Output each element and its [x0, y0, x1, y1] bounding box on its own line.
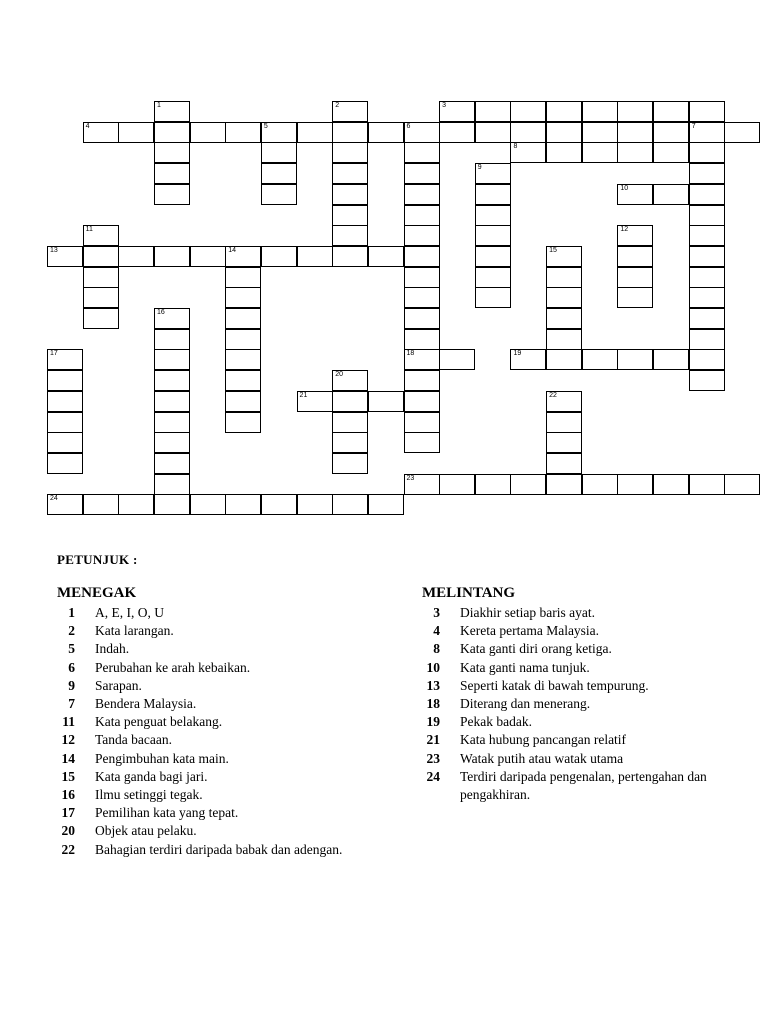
clue-number: 17: [61, 805, 75, 821]
grid-cell[interactable]: [475, 474, 511, 495]
grid-cell[interactable]: [225, 308, 261, 329]
grid-cell[interactable]: [47, 494, 83, 515]
grid-cell[interactable]: [617, 349, 653, 370]
grid-cell[interactable]: [689, 370, 725, 391]
grid-cell[interactable]: [261, 494, 297, 515]
grid-cell[interactable]: [510, 142, 546, 163]
clue-text: Kata hubung pancangan relatif: [460, 732, 627, 748]
grid-cell[interactable]: [653, 122, 689, 143]
grid-cell[interactable]: [724, 122, 760, 143]
grid-cell[interactable]: [332, 412, 368, 433]
clue-number-label: 11: [85, 226, 93, 234]
grid-cell[interactable]: [190, 122, 226, 143]
grid-cell[interactable]: [118, 246, 154, 267]
grid-cell[interactable]: [261, 184, 297, 205]
clue-item: [55, 604, 355, 622]
grid-cell[interactable]: [83, 246, 119, 267]
grid-cell[interactable]: [404, 142, 440, 163]
clue-text: Indah.: [95, 641, 130, 657]
clue-number: 6: [68, 659, 75, 675]
grid-cell[interactable]: [225, 287, 261, 308]
grid-cell[interactable]: [332, 205, 368, 226]
grid-cell[interactable]: [689, 349, 725, 370]
grid-cell[interactable]: [510, 474, 546, 495]
grid-cell[interactable]: [154, 432, 190, 453]
clue-item: [420, 695, 760, 713]
clue-number-label: 15: [549, 246, 557, 254]
clue-number: 18: [426, 696, 440, 712]
grid-cell[interactable]: [546, 474, 582, 495]
clue-item: [55, 731, 355, 749]
grid-cell[interactable]: [83, 494, 119, 515]
grid-cell[interactable]: [653, 349, 689, 370]
grid-cell[interactable]: [475, 205, 511, 226]
grid-cell[interactable]: [154, 391, 190, 412]
grid-cell[interactable]: [47, 370, 83, 391]
grid-cell[interactable]: [475, 246, 511, 267]
clue-number-label: 5: [263, 122, 268, 130]
grid-cell[interactable]: [225, 122, 261, 143]
grid-cell[interactable]: [617, 267, 653, 288]
clue-text: Watak putih atau watak utama: [460, 750, 624, 766]
grid-cell[interactable]: [546, 122, 582, 143]
grid-cell[interactable]: [404, 308, 440, 329]
clue-text: Terdiri daripada pengenalan, pertengahan dan pengakhiran.: [460, 768, 707, 803]
clue-text: Pengimbuhan kata main.: [95, 750, 229, 766]
grid-cell[interactable]: [332, 184, 368, 205]
grid-cell[interactable]: [118, 122, 154, 143]
grid-cell[interactable]: [83, 287, 119, 308]
grid-cell[interactable]: [225, 391, 261, 412]
section-title: PETUNJUK :: [57, 552, 138, 567]
clue-text: Bahagian terdiri daripada babak dan adengan.: [95, 841, 343, 857]
clue-number-label: 8: [513, 143, 518, 151]
grid-cell[interactable]: [261, 163, 297, 184]
grid-cell[interactable]: [404, 391, 440, 412]
clue-number: 11: [62, 714, 75, 730]
grid-cell[interactable]: [404, 267, 440, 288]
grid-cell[interactable]: [190, 494, 226, 515]
grid-cell[interactable]: [439, 101, 475, 122]
grid-cell[interactable]: [332, 370, 368, 391]
clue-text: Kata larangan.: [95, 623, 174, 639]
clue-item: [55, 659, 355, 677]
grid-cell[interactable]: [225, 246, 261, 267]
grid-cell[interactable]: [689, 184, 725, 205]
clue-number: 15: [61, 768, 75, 784]
grid-cell[interactable]: [332, 225, 368, 246]
clue-item: [55, 804, 355, 822]
grid-cell[interactable]: [475, 225, 511, 246]
grid-cell[interactable]: [83, 225, 119, 246]
clue-number: 12: [61, 732, 75, 748]
grid-cell[interactable]: [47, 432, 83, 453]
grid-cell[interactable]: [617, 122, 653, 143]
grid-cell[interactable]: [475, 122, 511, 143]
grid-cell[interactable]: [546, 349, 582, 370]
grid-cell[interactable]: [404, 412, 440, 433]
grid-cell[interactable]: [47, 391, 83, 412]
grid-cell[interactable]: [83, 122, 119, 143]
grid-cell[interactable]: [297, 391, 333, 412]
clue-text: Kata ganti nama tunjuk.: [460, 659, 590, 675]
clue-number: 8: [433, 641, 440, 657]
melintang-heading: MELINTANG: [422, 585, 516, 601]
clue-item: [420, 713, 760, 731]
clue-number-label: 17: [50, 350, 58, 358]
clue-text: Kata ganda bagi jari.: [95, 768, 208, 784]
clue-number-label: 23: [406, 474, 415, 482]
clue-number: 2: [68, 623, 75, 639]
clue-number-label: 10: [620, 184, 629, 192]
clue-number-label: 1: [156, 102, 161, 109]
grid-cell[interactable]: [653, 101, 689, 122]
grid-cell[interactable]: [546, 329, 582, 350]
grid-cell[interactable]: [617, 474, 653, 495]
clue-number-label: 4: [85, 122, 90, 130]
grid-cell[interactable]: [190, 246, 226, 267]
clue-number-label: 6: [406, 122, 411, 130]
grid-cell[interactable]: [546, 432, 582, 453]
clue-number-label: 14: [228, 246, 237, 254]
grid-cell[interactable]: [332, 453, 368, 474]
grid-cell[interactable]: [582, 142, 618, 163]
grid-cell[interactable]: [546, 453, 582, 474]
grid-cell[interactable]: [546, 391, 582, 412]
grid-cell[interactable]: [154, 329, 190, 350]
grid-cell[interactable]: [404, 329, 440, 350]
grid-cell[interactable]: [582, 349, 618, 370]
clue-text: Seperti katak di bawah tempurung.: [460, 677, 649, 693]
grid-cell[interactable]: [297, 246, 333, 267]
clue-number: 13: [426, 677, 440, 693]
grid-cell[interactable]: [154, 246, 190, 267]
clue-text: Kata penguat belakang.: [95, 714, 223, 730]
clue-text: Perubahan ke arah kebaikan.: [95, 659, 251, 675]
grid-cell[interactable]: [582, 122, 618, 143]
grid-cell[interactable]: [154, 142, 190, 163]
clue-text: Kereta pertama Malaysia.: [460, 623, 600, 639]
clue-number-label: 9: [477, 164, 482, 172]
grid-cell[interactable]: [154, 453, 190, 474]
grid-cell[interactable]: [724, 474, 760, 495]
clue-number: 16: [61, 787, 75, 803]
clue-item: [420, 604, 760, 622]
clue-item: [420, 622, 760, 640]
grid-cell[interactable]: [154, 122, 190, 143]
clue-item: [55, 695, 355, 713]
grid-cell[interactable]: [546, 101, 582, 122]
clue-text: Objek atau pelaku.: [95, 823, 197, 839]
grid-cell[interactable]: [689, 163, 725, 184]
grid-cell[interactable]: [617, 101, 653, 122]
grid-cell[interactable]: [404, 205, 440, 226]
clue-item: [55, 622, 355, 640]
grid-cell[interactable]: [439, 122, 475, 143]
grid-cell[interactable]: [617, 184, 653, 205]
grid-cell[interactable]: [617, 142, 653, 163]
grid-cell[interactable]: [154, 494, 190, 515]
grid-cell[interactable]: [546, 287, 582, 308]
clue-number: 19: [426, 714, 440, 730]
clue-item: [55, 713, 355, 731]
menegak-clue-list: [55, 604, 355, 859]
grid-cell[interactable]: [439, 474, 475, 495]
grid-cell[interactable]: [475, 267, 511, 288]
clue-number: 23: [426, 750, 440, 766]
grid-cell[interactable]: [689, 267, 725, 288]
grid-cell[interactable]: [689, 474, 725, 495]
melintang-clue-list: [420, 604, 760, 804]
clue-text: Pemilihan kata yang tepat.: [95, 805, 239, 821]
grid-cell[interactable]: [404, 246, 440, 267]
clue-item: [55, 640, 355, 658]
clue-number-label: 3: [442, 102, 447, 109]
grid-cell[interactable]: [510, 349, 546, 370]
clue-number-label: 18: [406, 350, 415, 358]
clue-text: A, E, I, O, U: [95, 605, 164, 620]
clue-item: [420, 677, 760, 695]
grid-cell[interactable]: [404, 432, 440, 453]
clue-text: Ilmu setinggi tegak.: [95, 787, 203, 803]
grid-cell[interactable]: [297, 122, 333, 143]
grid-cell[interactable]: [154, 308, 190, 329]
clue-number-label: 22: [549, 391, 557, 399]
grid-cell[interactable]: [689, 142, 725, 163]
clue-text: Diterang dan menerang.: [460, 696, 591, 712]
grid-cell[interactable]: [154, 184, 190, 205]
grid-cell[interactable]: [689, 205, 725, 226]
grid-cell[interactable]: [297, 494, 333, 515]
clue-number-label: 7: [691, 122, 696, 130]
grid-cell[interactable]: [404, 163, 440, 184]
grid-cell[interactable]: [404, 225, 440, 246]
clue-text: Sarapan.: [95, 677, 142, 693]
grid-cell[interactable]: [510, 101, 546, 122]
grid-cell[interactable]: [368, 391, 404, 412]
clue-number: 10: [426, 659, 440, 675]
clue-item: [55, 750, 355, 768]
clue-number: 24: [426, 768, 440, 784]
grid-cell[interactable]: [404, 184, 440, 205]
clue-text: Pekak badak.: [460, 714, 532, 730]
clue-number: 14: [61, 750, 75, 766]
clue-item: [55, 768, 355, 786]
clue-number-label: 13: [50, 246, 58, 254]
grid-cell[interactable]: [225, 494, 261, 515]
clue-text: Diakhir setiap baris ayat.: [460, 605, 595, 620]
grid-cell[interactable]: [261, 142, 297, 163]
clue-item: [420, 659, 760, 677]
clue-item: [420, 768, 760, 804]
clue-number: 22: [61, 841, 75, 857]
grid-cell[interactable]: [368, 246, 404, 267]
clue-number: 3: [433, 605, 440, 620]
menegak-heading: MENEGAK: [57, 585, 137, 601]
grid-cell[interactable]: [546, 267, 582, 288]
grid-cell[interactable]: [689, 329, 725, 350]
grid-cell[interactable]: [582, 474, 618, 495]
grid-cell[interactable]: [332, 122, 368, 143]
grid-cell[interactable]: [83, 308, 119, 329]
clue-number-label: 24: [50, 495, 58, 503]
grid-cell[interactable]: [225, 412, 261, 433]
grid-cell[interactable]: [404, 474, 440, 495]
clue-item: [55, 841, 355, 859]
grid-cell[interactable]: [475, 184, 511, 205]
grid-cell[interactable]: [225, 370, 261, 391]
grid-cell[interactable]: [689, 246, 725, 267]
grid-cell[interactable]: [261, 122, 297, 143]
grid-cell[interactable]: [332, 246, 368, 267]
grid-cell[interactable]: [689, 101, 725, 122]
grid-cell[interactable]: [546, 246, 582, 267]
grid-cell[interactable]: [83, 267, 119, 288]
grid-cell[interactable]: [47, 349, 83, 370]
grid-cell[interactable]: [546, 412, 582, 433]
grid-cell[interactable]: [546, 142, 582, 163]
grid-cell[interactable]: [689, 287, 725, 308]
grid-cell[interactable]: [475, 287, 511, 308]
clue-number: 9: [68, 677, 75, 693]
grid-cell[interactable]: [154, 370, 190, 391]
grid-cell[interactable]: [546, 308, 582, 329]
clue-number-label: 19: [513, 350, 522, 358]
clue-item: [55, 822, 355, 840]
clue-item: [55, 677, 355, 695]
grid-cell[interactable]: [47, 246, 83, 267]
grid-cell[interactable]: [332, 432, 368, 453]
grid-cell[interactable]: [404, 370, 440, 391]
clue-number: 20: [61, 823, 75, 839]
clue-number: 21: [426, 732, 440, 748]
grid-cell[interactable]: [475, 163, 511, 184]
clue-number-label: 12: [620, 226, 629, 234]
clue-item: [55, 786, 355, 804]
grid-cell[interactable]: [154, 349, 190, 370]
grid-cell[interactable]: [368, 122, 404, 143]
grid-cell[interactable]: [475, 101, 511, 122]
grid-cell[interactable]: [404, 287, 440, 308]
grid-cell[interactable]: [368, 494, 404, 515]
grid-cell[interactable]: [154, 101, 190, 122]
grid-cell[interactable]: [154, 163, 190, 184]
grid-cell[interactable]: [332, 494, 368, 515]
grid-cell[interactable]: [261, 246, 297, 267]
grid-cell[interactable]: [582, 101, 618, 122]
clue-number: 1: [68, 605, 75, 620]
grid-cell[interactable]: [225, 267, 261, 288]
grid-cell[interactable]: [47, 412, 83, 433]
grid-cell[interactable]: [154, 474, 190, 495]
grid-cell[interactable]: [225, 349, 261, 370]
grid-cell[interactable]: [617, 246, 653, 267]
clue-number: 4: [433, 623, 440, 639]
clue-text: Kata ganti diri orang ketiga.: [460, 641, 612, 657]
grid-cell[interactable]: [689, 225, 725, 246]
clue-number-label: 16: [156, 309, 165, 316]
grid-cell[interactable]: [118, 494, 154, 515]
grid-cell[interactable]: [689, 122, 725, 143]
grid-cell[interactable]: [332, 391, 368, 412]
grid-cell[interactable]: [439, 349, 475, 370]
grid-cell[interactable]: [617, 225, 653, 246]
grid-cell[interactable]: [653, 184, 689, 205]
grid-cell[interactable]: [653, 142, 689, 163]
grid-cell[interactable]: [332, 101, 368, 122]
clue-text: Bendera Malaysia.: [95, 696, 197, 712]
grid-cell[interactable]: [332, 142, 368, 163]
grid-cell[interactable]: [47, 453, 83, 474]
clue-item: [420, 731, 760, 749]
grid-cell[interactable]: [404, 122, 440, 143]
grid-cell[interactable]: [653, 474, 689, 495]
clue-item: [420, 750, 760, 768]
grid-cell[interactable]: [225, 329, 261, 350]
clue-number: 7: [68, 696, 75, 712]
grid-cell[interactable]: [332, 163, 368, 184]
grid-cell[interactable]: [510, 122, 546, 143]
grid-cell[interactable]: [689, 308, 725, 329]
clue-number-label: 20: [335, 371, 343, 379]
grid-cell[interactable]: [617, 287, 653, 308]
grid-cell[interactable]: [404, 349, 440, 370]
clue-number: 5: [68, 641, 75, 657]
grid-cell[interactable]: [154, 412, 190, 433]
clue-item: [420, 640, 760, 658]
clue-number-label: 21: [299, 391, 308, 399]
clue-number-label: 2: [335, 102, 340, 109]
clue-text: Tanda bacaan.: [95, 732, 173, 748]
